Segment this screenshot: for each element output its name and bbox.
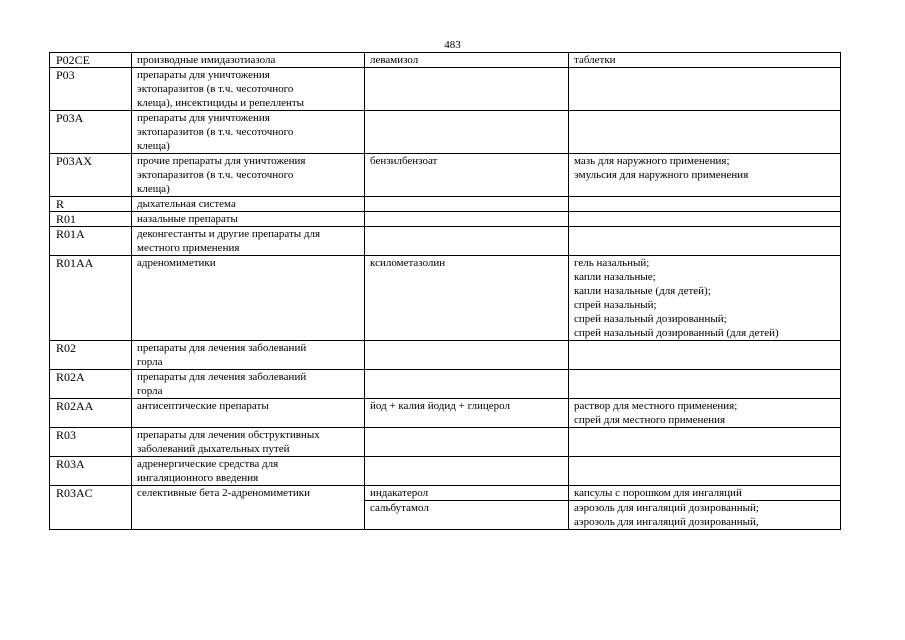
drug-name-cell (365, 341, 569, 370)
atc-code-cell: R01AA (50, 256, 132, 341)
group-cell: дыхательная система (132, 197, 365, 212)
dosage-form-cell: таблетки (569, 53, 841, 68)
group-cell: адреномиметики (132, 256, 365, 341)
dosage-form-cell (569, 227, 841, 256)
table-row (50, 197, 841, 212)
table-row (50, 486, 841, 501)
group-cell: препараты для лечения заболеваний горла (132, 370, 365, 399)
table-row (50, 457, 841, 486)
drug-name-cell: сальбутамол (365, 501, 569, 530)
table-row (50, 428, 841, 457)
group-cell: препараты для лечения обструктивных заболеваний дыхательных путей (132, 428, 365, 457)
atc-code-cell: R03 (50, 428, 132, 457)
table-row (50, 53, 841, 68)
drug-name-cell (365, 370, 569, 399)
table-row (50, 111, 841, 154)
atc-code-cell: R02AA (50, 399, 132, 428)
atc-code-cell: R01A (50, 227, 132, 256)
drug-name-cell: ксилометазолин (365, 256, 569, 341)
atc-code-cell: P03AX (50, 154, 132, 197)
dosage-form-cell (569, 68, 841, 111)
group-cell: производные имидазотиазола (132, 53, 365, 68)
atc-code-cell: R03A (50, 457, 132, 486)
table-row (50, 341, 841, 370)
dosage-form-cell (569, 457, 841, 486)
table-row (50, 227, 841, 256)
dosage-form-cell (569, 428, 841, 457)
drug-name-cell (365, 428, 569, 457)
atc-code-cell: R (50, 197, 132, 212)
group-cell: селективные бета 2-адреномиметики (132, 486, 365, 530)
drug-name-cell: индакатерол (365, 486, 569, 501)
table-row (50, 399, 841, 428)
dosage-form-cell: капсулы с порошком для ингаляций (569, 486, 841, 501)
drug-table (49, 52, 841, 530)
group-cell: деконгестанты и другие препараты для местного применения (132, 227, 365, 256)
dosage-form-cell: раствор для местного применения; спрей для местного применения (569, 399, 841, 428)
drug-name-cell (365, 212, 569, 227)
atc-code-cell: R02A (50, 370, 132, 399)
group-cell: прочие препараты для уничтожения эктопаразитов (в т.ч. чесоточного клеща) (132, 154, 365, 197)
drug-name-cell: левамизол (365, 53, 569, 68)
dosage-form-cell (569, 111, 841, 154)
drug-name-cell (365, 68, 569, 111)
group-cell: адренергические средства для ингаляционного введения (132, 457, 365, 486)
table-row (50, 256, 841, 341)
drug-table-body (50, 53, 841, 530)
dosage-form-cell (569, 370, 841, 399)
atc-code-cell: R03AC (50, 486, 132, 530)
table-row (50, 370, 841, 399)
drug-name-cell: йод + калия йодид + глицерол (365, 399, 569, 428)
dosage-form-cell: гель назальный; капли назальные; капли назальные (для детей); спрей назальный; спрей назальный дозированный; спрей назальный дозированный (для детей) (569, 256, 841, 341)
group-cell: препараты для уничтожения эктопаразитов (в т.ч. чесоточного клеща) (132, 111, 365, 154)
table-row (50, 154, 841, 197)
group-cell: препараты для лечения заболеваний горла (132, 341, 365, 370)
atc-code-cell: P03A (50, 111, 132, 154)
atc-code-cell: R02 (50, 341, 132, 370)
page-number: 483 (444, 39, 461, 51)
dosage-form-cell: мазь для наружного применения; эмульсия для наружного применения (569, 154, 841, 197)
group-cell: препараты для уничтожения эктопаразитов (в т.ч. чесоточного клеща), инсектициды и репелленты (132, 68, 365, 111)
group-cell: назальные препараты (132, 212, 365, 227)
group-cell: антисептические препараты (132, 399, 365, 428)
dosage-form-cell: аэрозоль для ингаляций дозированный; аэрозоль для ингаляций дозированный, (569, 501, 841, 530)
atc-code-cell: P02CE (50, 53, 132, 68)
drug-name-cell (365, 227, 569, 256)
drug-name-cell (365, 457, 569, 486)
table-row (50, 68, 841, 111)
dosage-form-cell (569, 341, 841, 370)
dosage-form-cell (569, 197, 841, 212)
atc-code-cell: R01 (50, 212, 132, 227)
drug-name-cell (365, 111, 569, 154)
drug-name-cell (365, 197, 569, 212)
drug-name-cell: бензилбензоат (365, 154, 569, 197)
table-row (50, 212, 841, 227)
dosage-form-cell (569, 212, 841, 227)
atc-code-cell: P03 (50, 68, 132, 111)
